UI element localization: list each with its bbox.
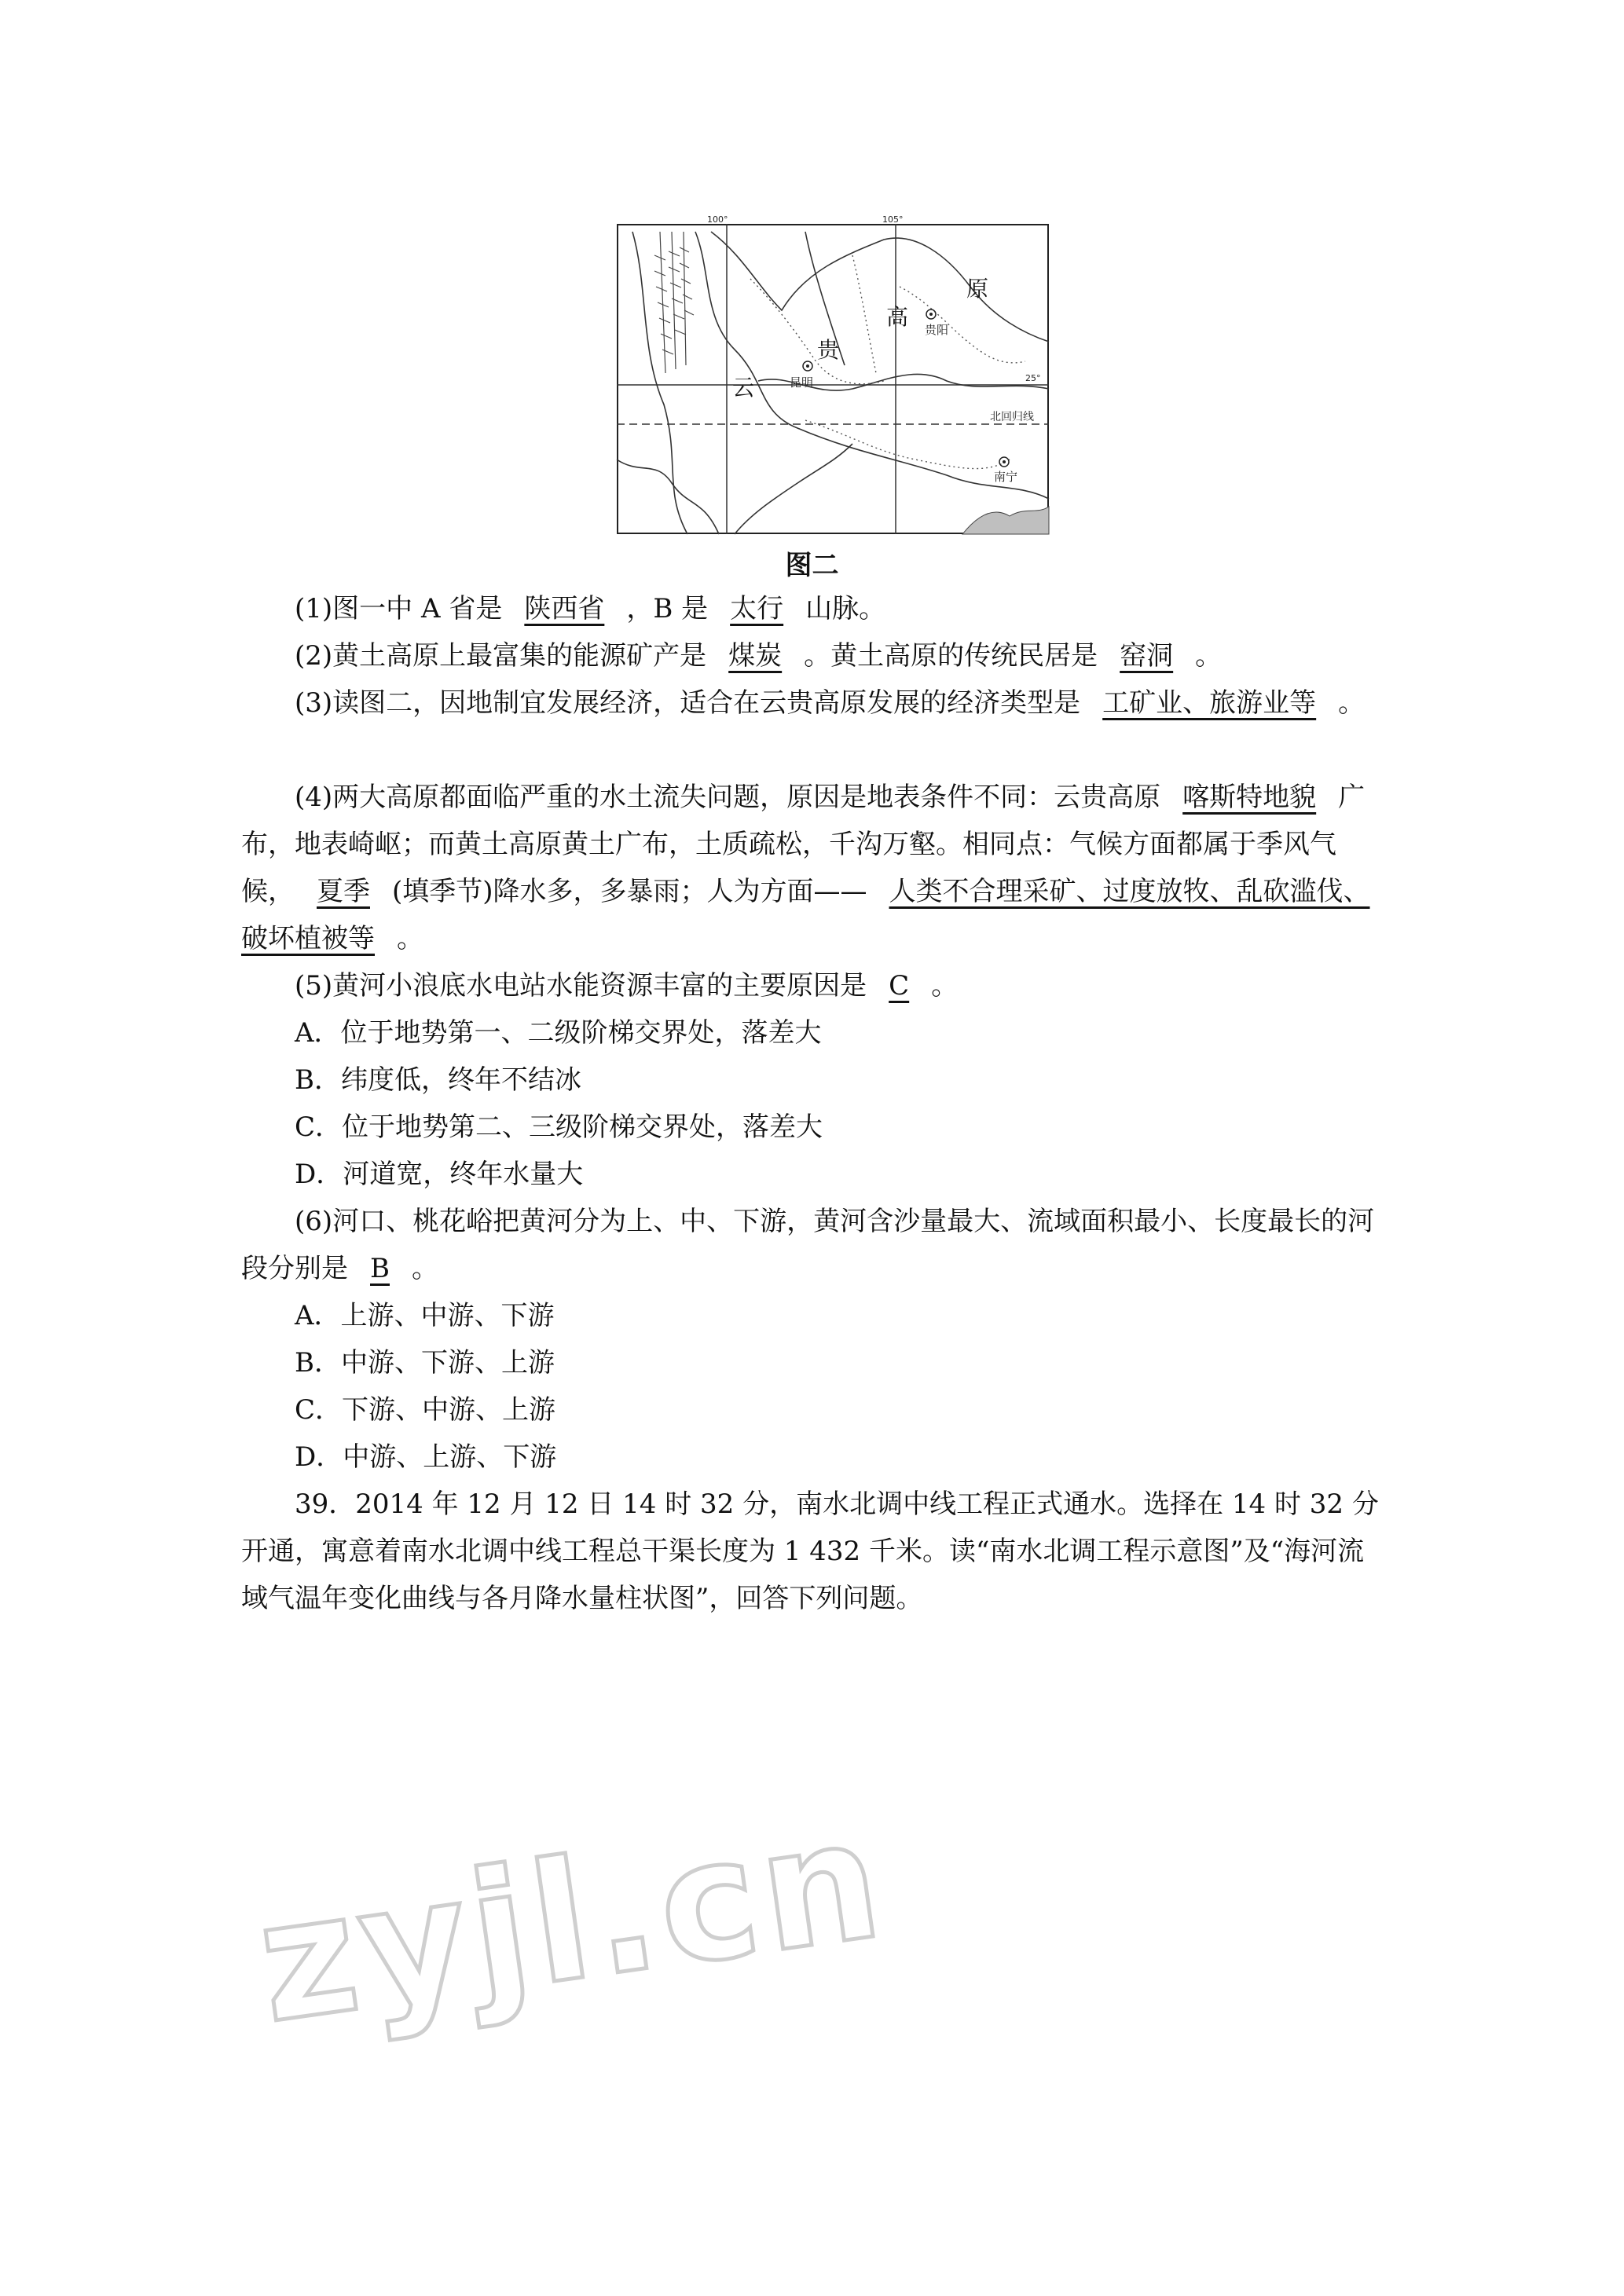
q4-text-1: (4)两大高原都面临严重的水土流失问题，原因是地表条件不同：云贵高原 [295, 782, 1161, 813]
q4-text-4: 。 [397, 923, 423, 954]
q2-text-2: 。黄土高原的传统民居是 [804, 640, 1098, 672]
q2-answer-2: 窑洞 [1120, 640, 1174, 672]
city-label-kunming: 昆明 [790, 375, 814, 390]
q5-text-2: 。 [931, 970, 959, 1002]
q4-answer-2: 夏季 [317, 876, 370, 907]
q1-answer-1: 陕西省 [524, 593, 605, 624]
q6-option-c: C．下游、中游、上游 [295, 1394, 556, 1426]
lat-25-label: 25° [1025, 373, 1041, 383]
q1-text-1: (1)图一中 A 省是 [295, 593, 503, 624]
question-39: 39．2014 年 12 月 12 日 14 时 32 分，南水北调中线工程正式通水。选择在 14 时 32 分开通，寓意着南水北调中线工程总干渠长度为 1 432 千米。读“南水北调工程示意图”及“海河流域气温年变化曲线与各月降水量柱状图”，回答下列问题。 [241, 1489, 1379, 1614]
q4-text-3: (填季节)降水多，多暴雨；人为方面—— [392, 876, 867, 907]
q6-option-b: B．中游、下游、上游 [295, 1347, 555, 1379]
q6-text-2: 。 [412, 1253, 438, 1284]
city-label-nanning: 南宁 [994, 470, 1018, 484]
city-label-guiyang: 贵阳 [925, 323, 949, 337]
q1-text-3: 山脉。 [805, 593, 886, 624]
watermark-logo: zyjl.cn [247, 1782, 896, 2060]
q5-option-c: C．位于地势第二、三级阶梯交界处，落差大 [295, 1111, 823, 1143]
question-2 [241, 632, 1388, 679]
q4-answer-1: 喀斯特地貌 [1182, 782, 1317, 813]
question-1 [241, 585, 1388, 632]
q5-option-b: B．纬度低，终年不结冰 [295, 1064, 581, 1096]
question-5 [241, 962, 1388, 1009]
q5-answer: C [889, 970, 910, 1002]
region-char-yuan: 原 [966, 276, 989, 302]
q1-answer-2: 太行 [730, 593, 784, 624]
q2-answer-1: 煤炭 [728, 640, 783, 672]
q6-option-a: A．上游、中游、下游 [295, 1300, 555, 1331]
question-6 [241, 1198, 1388, 1292]
figure-caption: 图二 [785, 550, 839, 581]
q6-option-d: D．中游、上游、下游 [295, 1441, 557, 1473]
question-4 [241, 774, 1388, 962]
question-3 [241, 679, 1388, 727]
q3-text-2: 。 [1338, 687, 1366, 719]
lon-100-label: 100° [707, 214, 728, 225]
q3-text-1: (3)读图二，因地制宜发展经济，适合在云贵高原发展的经济类型是 [295, 687, 1081, 719]
q5-option-d: D．河道宽，终年水量大 [295, 1159, 584, 1190]
region-char-gui: 贵 [817, 337, 840, 363]
region-char-gao: 高 [886, 304, 909, 330]
q1-text-2: ，B 是 [626, 593, 709, 624]
q3-answer-1: 工矿业、旅游业等 [1102, 687, 1317, 719]
q4-answer-3: 人类不合理采矿、过度放牧、乱砍滥伐、破坏植被等 [241, 876, 1370, 954]
q4-text-2: 广布，地表崎岖；而黄土高原黄土广布，土质疏松，千沟万壑。相同点：气候方面都属于季风气候， [241, 782, 1366, 907]
tropic-label: 北回归线 [990, 411, 1034, 423]
q5-option-a: A．位于地势第一、二级阶梯交界处，落差大 [295, 1017, 822, 1049]
q2-text-3: 。 [1195, 640, 1223, 672]
q6-text-1: (6)河口、桃花峪把黄河分为上、中、下游，黄河含沙量最大、流域面积最小、长度最长的河段分别是 [241, 1206, 1375, 1284]
region-char-yun: 云 [732, 375, 755, 401]
q5-text-1: (5)黄河小浪底水电站水能资源丰富的主要原因是 [295, 970, 867, 1002]
lon-105-label: 105° [882, 214, 904, 225]
q6-answer: B [370, 1253, 390, 1284]
yungui-plateau-map [617, 214, 1049, 534]
q2-text-1: (2)黄土高原上最富集的能源矿产是 [295, 640, 707, 672]
